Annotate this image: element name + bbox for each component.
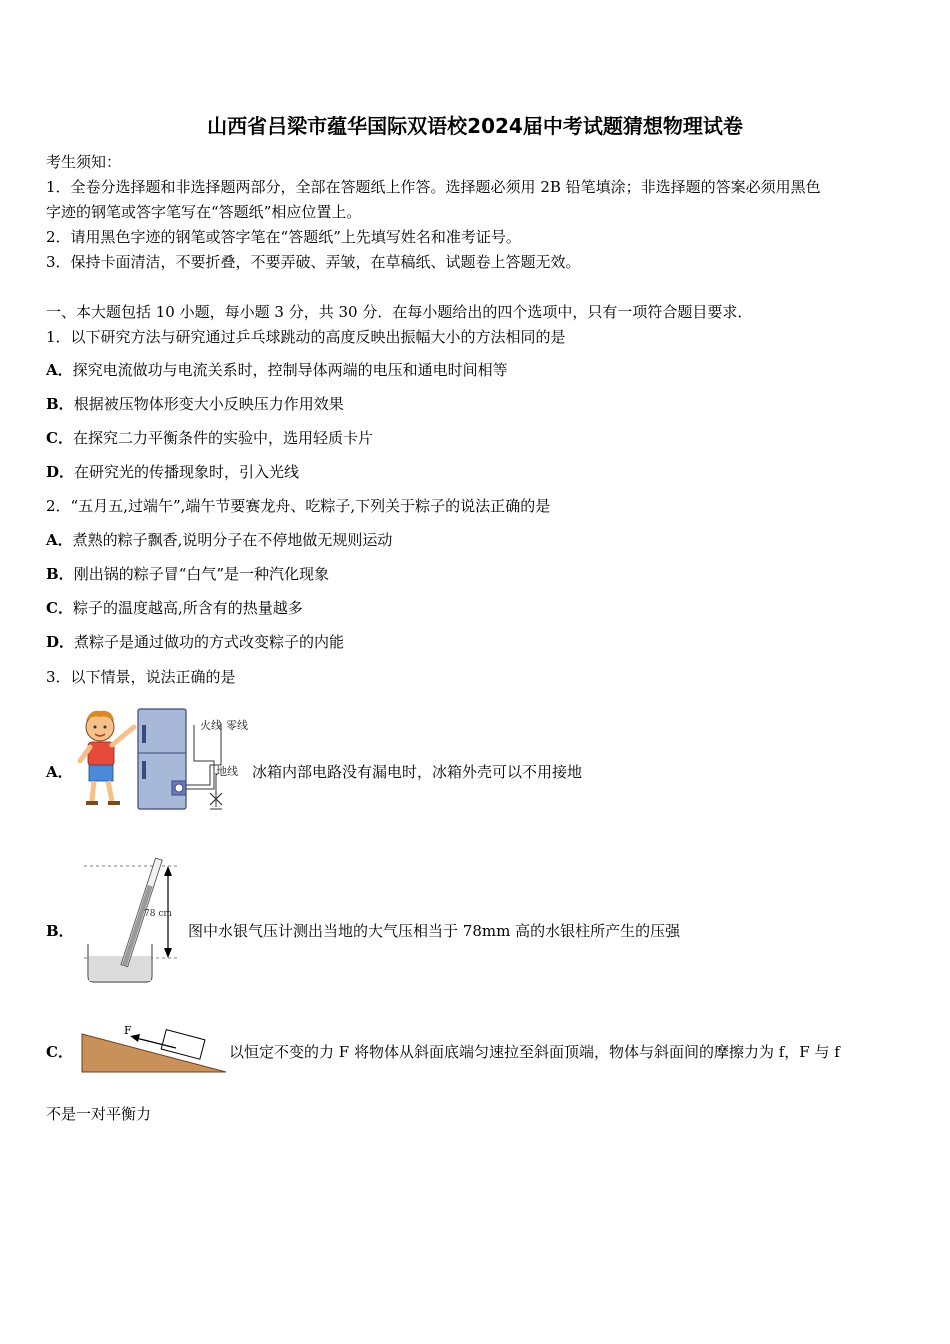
section-heading: 一、本大题包括 10 小题，每小题 3 分，共 30 分．在每小题给出的四个选项中，只有一项符合题目要求． xyxy=(46,303,753,321)
option-text: 在研究光的传播现象时，引入光线 xyxy=(74,463,300,481)
option-letter: B． xyxy=(46,565,74,583)
option-text: 探究电流做功与电流关系时，控制导体两端的电压和通电时间相等 xyxy=(72,361,508,379)
mercury-barometer-figure xyxy=(80,852,185,987)
option-letter: A． xyxy=(46,763,73,781)
notice-heading: 考生须知： xyxy=(46,153,122,171)
question-stem: 1．以下研究方法与研究通过乒乓球跳动的高度反映出振幅大小的方法相同的是 xyxy=(46,328,566,346)
option xyxy=(46,462,299,482)
option xyxy=(46,632,344,652)
option xyxy=(46,530,392,550)
option xyxy=(46,598,303,618)
question-stem: 3．以下情景，说法正确的是 xyxy=(46,668,236,686)
option-letter: D． xyxy=(46,463,75,481)
option-letter: C． xyxy=(46,1043,73,1061)
option xyxy=(46,360,508,380)
option xyxy=(46,564,329,584)
option-text-continued: 不是一对平衡力 xyxy=(46,1105,152,1123)
option-letter: A． xyxy=(46,361,73,379)
option-text: 以恒定不变的力 F 将物体从斜面底端匀速拉至斜面顶端，物体与斜面间的摩擦力为 f，F 与 f xyxy=(229,1043,840,1061)
fridge-grounding-figure xyxy=(76,705,248,813)
option-text: 煮熟的粽子飘香,说明分子在不停地做无规则运动 xyxy=(72,531,393,549)
option-text: 图中水银气压计测出当地的大气压相当于 78mm 高的水银柱所产生的压强 xyxy=(188,922,681,940)
option xyxy=(46,394,344,414)
option-letter: D． xyxy=(46,633,75,651)
option xyxy=(46,428,373,448)
figure-label-height: 78 cm xyxy=(144,909,172,919)
incline-plane-figure xyxy=(80,1022,228,1074)
option-text: 煮粽子是通过做功的方式改变粽子的内能 xyxy=(74,633,345,651)
option-text: 根据被压物体形变大小反映压力作用效果 xyxy=(73,395,344,413)
notice-item: 1．全卷分选择题和非选择题两部分，全部在答题纸上作答。选择题必须用 2B 铅笔填涂；非选择题的答案必须用黑色 xyxy=(46,178,821,196)
option-text: 刚出锅的粽子冒“白气”是一种汽化现象 xyxy=(73,565,330,583)
question-stem: 2．“五月五,过端午”,端午节要赛龙舟、吃粽子,下列关于粽子的说法正确的是 xyxy=(46,497,551,515)
notice-item: 3．保持卡面清洁，不要折叠，不要弄破、弄皱，在草稿纸、试题卷上答题无效。 xyxy=(46,253,581,271)
page-title: 山西省吕梁市蕴华国际双语校2024届中考试题猜想物理试卷 xyxy=(207,114,743,138)
notice-item: 2．请用黑色字迹的钢笔或答字笔在“答题纸”上先填写姓名和准考证号。 xyxy=(46,228,521,246)
figure-label-live: 火线 xyxy=(200,719,222,732)
figure-label-neutral: 零线 xyxy=(226,719,248,732)
figure-label-ground: 地线 xyxy=(216,765,238,778)
figure-label-force: F xyxy=(124,1024,132,1037)
option-letter: A． xyxy=(46,531,73,549)
option-text: 冰箱内部电路没有漏电时，冰箱外壳可以不用接地 xyxy=(252,763,583,781)
option-letter: C． xyxy=(46,429,73,447)
option-text: 在探究二力平衡条件的实验中，选用轻质卡片 xyxy=(72,429,373,447)
option-letter: C． xyxy=(46,599,73,617)
option-letter: B． xyxy=(46,922,74,940)
notice-item: 字迹的钢笔或答字笔写在“答题纸”相应位置上。 xyxy=(46,203,362,221)
option-letter: B． xyxy=(46,395,74,413)
option-text: 粽子的温度越高,所含有的热量越多 xyxy=(72,599,303,617)
